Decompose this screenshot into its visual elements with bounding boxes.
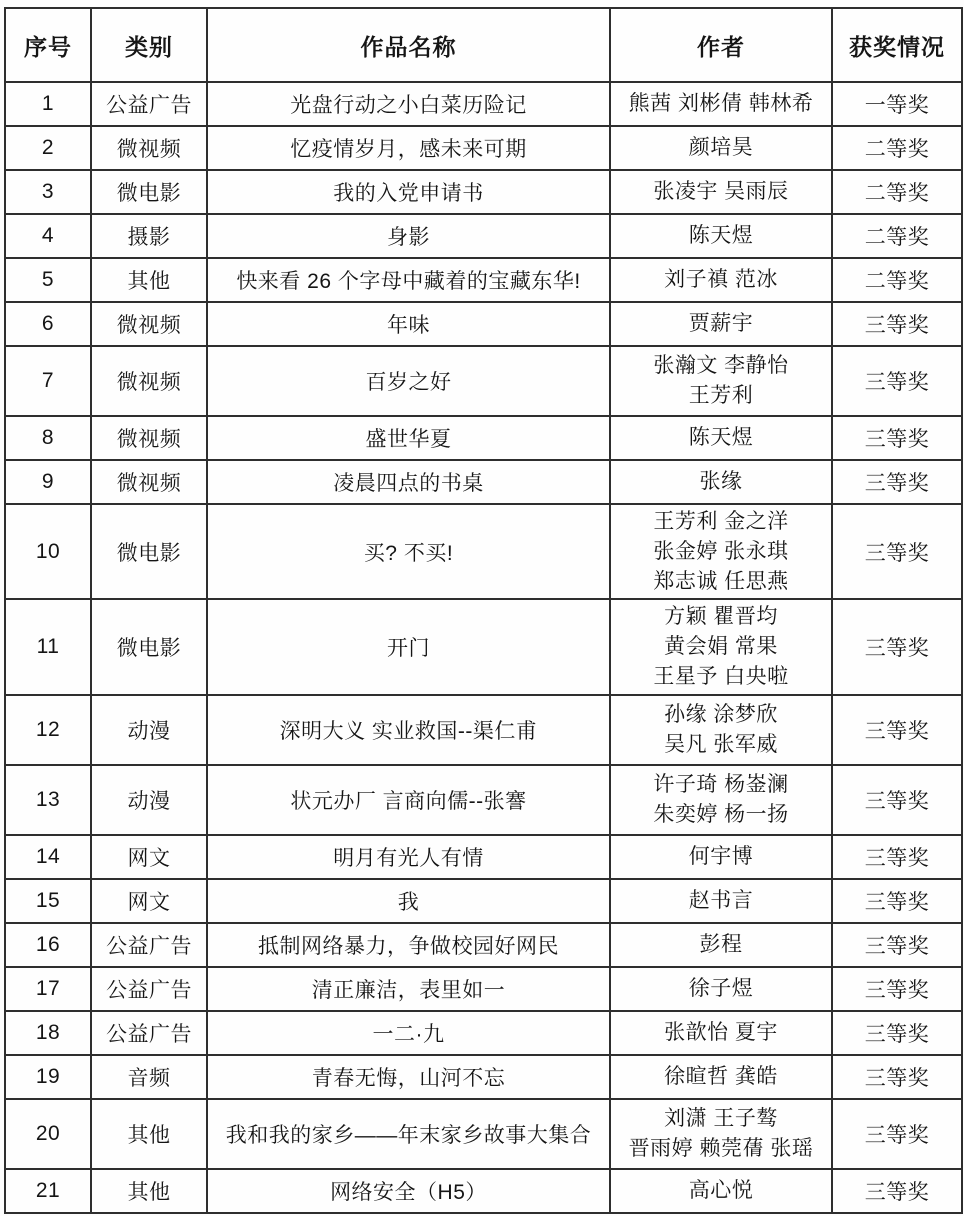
cell-title: 买? 不买! (207, 504, 610, 599)
cell-title: 开门 (207, 599, 610, 694)
header-row (5, 8, 962, 82)
cell-award: 二等奖 (832, 126, 962, 170)
cell-authors (610, 923, 832, 967)
table-row (5, 214, 962, 258)
table-row (5, 170, 962, 214)
cell-award: 三等奖 (832, 346, 962, 416)
table-row (5, 504, 962, 599)
cell-title: 清正廉洁，表里如一 (207, 967, 610, 1011)
cell-no: 11 (5, 599, 91, 694)
table-row (5, 1099, 962, 1169)
cell-no: 6 (5, 302, 91, 346)
cell-no: 4 (5, 214, 91, 258)
header-cell-no: 序号 (5, 8, 91, 82)
cell-award: 三等奖 (832, 302, 962, 346)
cell-award: 三等奖 (832, 1099, 962, 1169)
table-row (5, 460, 962, 504)
cell-title: 快来看 26 个字母中藏着的宝藏东华! (207, 258, 610, 302)
cell-category: 音频 (91, 1055, 207, 1099)
cell-category: 其他 (91, 1099, 207, 1169)
author-line: 王芳利 金之洋 (653, 510, 789, 533)
cell-award: 三等奖 (832, 416, 962, 460)
author-line: 王星予 白央啦 (653, 665, 789, 689)
cell-no: 7 (5, 346, 91, 416)
cell-title: 凌晨四点的书桌 (207, 460, 610, 504)
cell-category: 微电影 (91, 170, 207, 214)
author-line: 徐子煜 (688, 976, 754, 1000)
cell-category: 网文 (91, 879, 207, 923)
cell-authors (610, 1055, 832, 1099)
cell-award: 三等奖 (832, 460, 962, 504)
cell-category: 公益广告 (91, 967, 207, 1011)
cell-no: 20 (5, 1099, 91, 1169)
author-line: 贾薪宇 (688, 312, 754, 336)
author-line: 张金婷 张永琪 (653, 539, 789, 563)
cell-award: 三等奖 (832, 1011, 962, 1055)
cell-no: 8 (5, 416, 91, 460)
author-line: 郑志诚 任思燕 (653, 569, 789, 593)
cell-no: 12 (5, 695, 91, 765)
cell-award: 三等奖 (832, 923, 962, 967)
cell-title: 百岁之好 (207, 346, 610, 416)
cell-authors (610, 460, 832, 504)
table-row (5, 416, 962, 460)
cell-category: 公益广告 (91, 923, 207, 967)
cell-authors (610, 695, 832, 765)
cell-authors (610, 346, 832, 416)
cell-title: 状元办厂 言商向儒--张謇 (207, 765, 610, 835)
author-line: 孙缘 涂梦欣 (664, 703, 778, 727)
cell-no: 10 (5, 504, 91, 599)
cell-category: 其他 (91, 1169, 207, 1213)
cell-category: 公益广告 (91, 82, 207, 126)
cell-authors (610, 302, 832, 346)
cell-award: 一等奖 (832, 82, 962, 126)
cell-authors (610, 126, 832, 170)
table-row (5, 126, 962, 170)
table-row (5, 765, 962, 835)
header-cell-title: 作品名称 (207, 8, 610, 82)
cell-category: 公益广告 (91, 1011, 207, 1055)
author-line: 张缘 (699, 470, 743, 494)
awards-table (4, 7, 963, 1214)
table-row (5, 967, 962, 1011)
cell-category: 微电影 (91, 599, 207, 694)
cell-authors (610, 599, 832, 694)
table-row (5, 1011, 962, 1055)
table-row (5, 1169, 962, 1213)
cell-authors (610, 170, 832, 214)
cell-title: 抵制网络暴力，争做校园好网民 (207, 923, 610, 967)
cell-no: 1 (5, 82, 91, 126)
author-line: 颜培昊 (688, 136, 754, 160)
author-line: 张瀚文 李静怡 (653, 354, 789, 378)
cell-award: 三等奖 (832, 1055, 962, 1099)
cell-authors (610, 1099, 832, 1169)
cell-authors (610, 416, 832, 460)
cell-title: 网络安全（H5） (207, 1169, 610, 1213)
cell-authors (610, 214, 832, 258)
cell-category: 动漫 (91, 765, 207, 835)
cell-award: 三等奖 (832, 835, 962, 879)
table-row (5, 302, 962, 346)
author-line: 黄会娟 常果 (664, 635, 778, 659)
cell-award: 三等奖 (832, 695, 962, 765)
cell-no: 13 (5, 765, 91, 835)
author-line: 陈天煜 (688, 426, 754, 450)
header-cell-award: 获奖情况 (832, 8, 962, 82)
cell-authors (610, 967, 832, 1011)
cell-authors (610, 765, 832, 835)
cell-category: 其他 (91, 258, 207, 302)
cell-category: 微电影 (91, 504, 207, 599)
cell-category: 摄影 (91, 214, 207, 258)
cell-authors (610, 258, 832, 302)
author-line: 赵书言 (688, 888, 754, 912)
table-row (5, 695, 962, 765)
cell-title: 年味 (207, 302, 610, 346)
cell-no: 14 (5, 835, 91, 879)
author-line: 朱奕婷 杨一扬 (653, 802, 789, 826)
cell-award: 三等奖 (832, 879, 962, 923)
cell-authors (610, 504, 832, 599)
cell-authors (610, 1011, 832, 1055)
author-line: 高心悦 (688, 1178, 754, 1202)
author-line: 熊茜 刘彬倩 韩林希 (628, 92, 814, 116)
author-line: 何宇博 (688, 844, 754, 868)
header-cell-category: 类别 (91, 8, 207, 82)
table-row (5, 879, 962, 923)
cell-title: 青春无悔，山河不忘 (207, 1055, 610, 1099)
cell-title: 盛世华夏 (207, 416, 610, 460)
cell-title: 我和我的家乡——年末家乡故事大集合 (207, 1099, 610, 1169)
table-row (5, 599, 962, 694)
cell-award: 二等奖 (832, 258, 962, 302)
cell-category: 微视频 (91, 126, 207, 170)
table-row (5, 1055, 962, 1099)
cell-no: 2 (5, 126, 91, 170)
cell-award: 二等奖 (832, 214, 962, 258)
author-line: 刘子禛 范冰 (664, 268, 778, 292)
cell-award: 三等奖 (832, 967, 962, 1011)
author-line: 许子琦 杨崟澜 (653, 773, 789, 797)
author-line: 吴凡 张军威 (664, 732, 778, 756)
table-row (5, 346, 962, 416)
author-line: 徐暄哲 龚皓 (664, 1064, 778, 1088)
cell-no: 16 (5, 923, 91, 967)
author-line: 晋雨婷 赖莞蒨 张瑶 (628, 1136, 814, 1160)
awards-table-body (5, 82, 962, 1213)
cell-title: 深明大义 实业救国--渠仁甫 (207, 695, 610, 765)
cell-authors (610, 1169, 832, 1213)
cell-award: 二等奖 (832, 170, 962, 214)
cell-no: 5 (5, 258, 91, 302)
cell-category: 微视频 (91, 416, 207, 460)
cell-category: 微视频 (91, 346, 207, 416)
cell-title: 光盘行动之小白菜历险记 (207, 82, 610, 126)
author-line: 张歆怡 夏宇 (664, 1020, 778, 1044)
cell-title: 身影 (207, 214, 610, 258)
cell-authors (610, 82, 832, 126)
table-header (5, 8, 962, 82)
cell-title: 明月有光人有情 (207, 835, 610, 879)
cell-no: 15 (5, 879, 91, 923)
table-row (5, 835, 962, 879)
cell-category: 微视频 (91, 302, 207, 346)
cell-no: 9 (5, 460, 91, 504)
cell-title: 一二·九 (207, 1011, 610, 1055)
cell-no: 19 (5, 1055, 91, 1099)
cell-title: 忆疫情岁月，感未来可期 (207, 126, 610, 170)
author-line: 王芳利 (688, 384, 754, 407)
cell-title: 我 (207, 879, 610, 923)
cell-award: 三等奖 (832, 765, 962, 835)
table-row (5, 258, 962, 302)
cell-no: 21 (5, 1169, 91, 1213)
cell-award: 三等奖 (832, 504, 962, 599)
author-line: 陈天煜 (688, 224, 754, 248)
table-row (5, 82, 962, 126)
cell-no: 3 (5, 170, 91, 214)
cell-authors (610, 879, 832, 923)
cell-award: 三等奖 (832, 599, 962, 694)
cell-category: 动漫 (91, 695, 207, 765)
author-line: 刘潇 王子骜 (664, 1107, 778, 1131)
cell-no: 18 (5, 1011, 91, 1055)
cell-category: 微视频 (91, 460, 207, 504)
cell-authors (610, 835, 832, 879)
table-row (5, 923, 962, 967)
cell-title: 我的入党申请书 (207, 170, 610, 214)
cell-category: 网文 (91, 835, 207, 879)
header-cell-author: 作者 (610, 8, 832, 82)
cell-no: 17 (5, 967, 91, 1011)
author-line: 方颖 瞿晋均 (664, 605, 778, 629)
cell-award: 三等奖 (832, 1169, 962, 1213)
author-line: 张凌宇 吴雨辰 (653, 180, 789, 204)
author-line: 彭程 (699, 932, 743, 956)
